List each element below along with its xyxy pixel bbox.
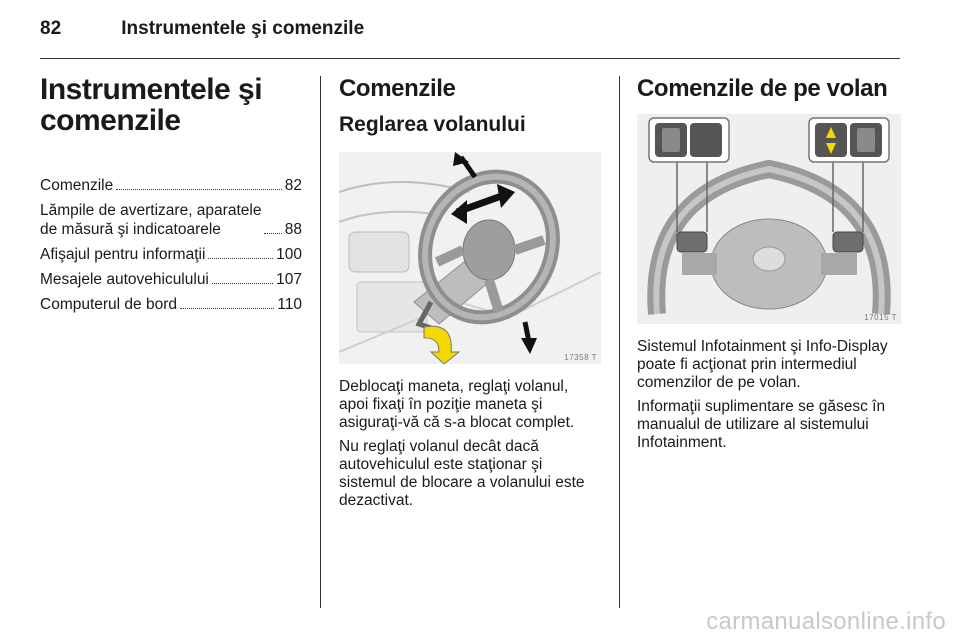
right-column	[637, 74, 901, 458]
toc-entry-comenzile[interactable]	[40, 176, 302, 195]
paragraph: Nu reglaţi volanul decât dacă autovehiculul este staţionar şi sistemul de blocare a volanului este dezactivat.	[339, 438, 585, 509]
toc-entry-title: Afişajul pentru informaţii	[40, 246, 206, 263]
figure-code: 17015 T	[864, 313, 897, 322]
paragraph: Informaţii suplimentare se găsesc în manualul de utilizare al sistemului Infotainment.	[637, 398, 886, 451]
toc-leader-dots	[116, 189, 282, 190]
watermark: carmanualsonline.info	[706, 608, 946, 635]
toc-entry-afisajul[interactable]	[40, 245, 302, 264]
toc-leader-dots	[180, 308, 274, 309]
header-rule	[40, 58, 900, 59]
paragraph: Deblocaţi maneta, reglaţi volanul, apoi fixaţi în poziţie maneta şi asiguraţi-vă că s-a blocat complet.	[339, 378, 575, 431]
body-text	[339, 378, 601, 510]
subsection-heading: Reglarea volanului	[339, 113, 526, 136]
toc-leader-dots	[264, 233, 281, 234]
table-of-contents	[40, 176, 302, 314]
toc-entry-computerul[interactable]	[40, 295, 302, 314]
column-divider-1	[320, 76, 321, 608]
toc-entry-lampile[interactable]	[40, 201, 302, 239]
toc-entry-title: Mesajele autovehiculului	[40, 271, 209, 288]
toc-entry-page: 110	[277, 296, 302, 313]
steering-controls-figure	[637, 114, 901, 324]
toc-entry-page: 82	[284, 177, 302, 194]
toc-entry-page: 100	[276, 246, 302, 263]
toc-entry-mesajele[interactable]	[40, 270, 302, 289]
section-heading: Comenzile	[339, 75, 456, 102]
page-number: 82	[40, 18, 62, 39]
toc-entry-title: Comenzile	[40, 177, 114, 194]
steering-adjustment-figure	[339, 152, 601, 364]
header-title: Instrumentele şi comenzile	[121, 18, 365, 39]
column-divider-2	[619, 76, 620, 608]
toc-entry-title: Computerul de bord	[40, 296, 177, 313]
figure-code: 17358 T	[564, 353, 597, 362]
page-header	[40, 18, 364, 40]
steering-wheel-illustration	[339, 152, 601, 364]
toc-leader-dots	[212, 283, 273, 284]
middle-column	[339, 74, 601, 516]
paragraph: Sistemul Infotainment şi Info-Display poate fi acţionat prin intermediul comenzilor de pe volan.	[637, 338, 888, 391]
toc-leader-dots	[208, 258, 273, 259]
body-text	[637, 338, 901, 452]
toc-entry-page: 107	[276, 271, 302, 288]
left-column	[40, 74, 302, 320]
section-heading: Comenzile de pe volan	[637, 75, 888, 102]
steering-controls-illustration	[637, 114, 901, 324]
toc-entry-title: Lămpile de avertizare, aparatele de măsură şi indicatoarele	[40, 202, 262, 238]
toc-entry-page: 88	[284, 221, 302, 238]
section-heading: Instrumentele şi comenzile	[40, 73, 263, 137]
